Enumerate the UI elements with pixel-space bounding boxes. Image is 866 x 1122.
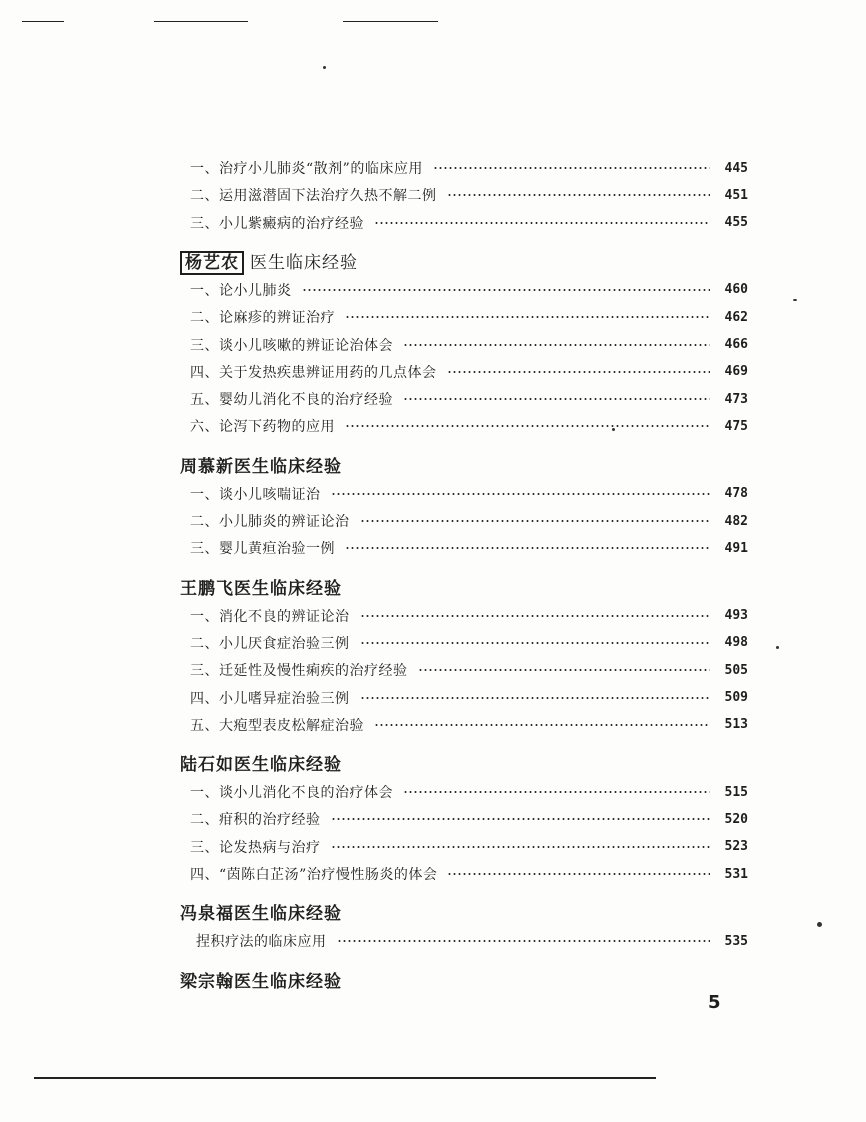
entry-title: 五、婴幼儿消化不良的治疗经验 (190, 392, 393, 409)
dot-leader (433, 167, 710, 169)
dot-leader (331, 818, 711, 820)
dot-leader (360, 697, 711, 699)
entry-title: 二、论麻疹的辨证治疗 (190, 310, 335, 327)
dot-leader (337, 940, 711, 942)
entry-title: 四、关于发热疾患辨证用药的几点体会 (190, 364, 437, 381)
toc-entry[interactable] (190, 360, 748, 384)
entry-page: 466 (724, 337, 748, 352)
entry-title: 二、疳积的治疗经验 (190, 812, 321, 829)
entry-page: 520 (724, 811, 748, 827)
top-rule-middle (154, 21, 248, 22)
dot-leader (418, 669, 711, 671)
dot-leader (360, 615, 711, 617)
heading-rest: 医生临床经验 (250, 252, 358, 273)
toc-entry[interactable] (190, 807, 748, 831)
toc-entry[interactable] (190, 305, 748, 329)
scan-speck (612, 428, 615, 431)
toc-entry[interactable] (190, 482, 748, 506)
toc-entry[interactable] (190, 780, 748, 804)
dot-leader (345, 547, 710, 549)
scan-speck (323, 66, 326, 69)
toc-entry[interactable] (190, 278, 748, 302)
entry-title: 三、婴儿黄疸治验一例 (190, 541, 335, 558)
scan-speck (817, 922, 822, 927)
entry-page: 460 (724, 282, 748, 298)
toc-entry[interactable] (190, 862, 748, 886)
entry-title: 三、谈小儿咳嗽的辨证论治体会 (190, 337, 393, 354)
entry-page: 462 (724, 309, 748, 325)
toc-entry[interactable] (190, 604, 748, 628)
entry-page: 491 (724, 540, 748, 556)
entry-page: 469 (724, 364, 748, 380)
dot-leader (447, 873, 710, 875)
entry-title: 二、小儿厌食症治验三例 (190, 635, 350, 652)
toc-entry[interactable] (190, 658, 748, 682)
dot-leader (331, 846, 711, 848)
entry-title: 四、“茵陈白芷汤”治疗慢性肠炎的体会 (190, 867, 438, 883)
entry-page: 515 (724, 784, 748, 800)
section-heading: 陆石如医生临床经验 (180, 755, 342, 776)
section-heading: 王鹏飞医生临床经验 (180, 578, 342, 599)
dot-leader (345, 425, 710, 427)
top-rule-right (343, 21, 438, 22)
entry-title: 一、论小儿肺炎 (190, 282, 292, 299)
dot-leader (374, 222, 710, 224)
dot-leader (403, 398, 710, 400)
entry-title: 一、消化不良的辨证论治 (190, 608, 350, 625)
dot-leader (447, 371, 711, 373)
section-heading: 梁宗翰医生临床经验 (180, 971, 342, 992)
toc-entry[interactable] (190, 631, 748, 655)
toc-entry[interactable] (190, 333, 748, 357)
toc-entry[interactable] (190, 835, 748, 859)
entry-title: 二、小儿肺炎的辨证论治 (190, 514, 350, 530)
entry-page: 513 (724, 717, 748, 733)
dot-leader (374, 724, 710, 726)
entry-page: 509 (724, 690, 748, 705)
toc-entry[interactable] (190, 156, 748, 180)
toc-entry[interactable] (190, 387, 748, 411)
toc-entry[interactable] (190, 414, 748, 438)
entry-page: 505 (724, 662, 748, 678)
page-number: 5 (708, 992, 721, 1013)
entry-title: 五、大疱型表皮松解症治验 (190, 717, 364, 734)
entry-title: 三、小儿紫癜病的治疗经验 (190, 215, 364, 232)
entry-page: 498 (724, 635, 748, 651)
dot-leader (302, 289, 711, 291)
dot-leader (345, 316, 710, 318)
entry-page: 475 (724, 418, 748, 434)
entry-title: 捏积疗法的临床应用 (196, 934, 327, 951)
dot-leader (331, 493, 711, 495)
section-heading (180, 248, 358, 273)
entry-page: 493 (724, 608, 748, 624)
boxed-doctor-name: 杨艺农 (180, 251, 244, 275)
toc-entry[interactable] (190, 713, 748, 737)
entry-page: 455 (724, 215, 748, 231)
entry-page: 523 (724, 839, 748, 855)
entry-page: 473 (724, 391, 748, 407)
bottom-rule (34, 1077, 656, 1079)
entry-title: 一、谈小儿咳喘证治 (190, 486, 321, 503)
toc-entry[interactable] (190, 536, 748, 560)
toc-entry[interactable] (190, 686, 748, 710)
top-rule-left (22, 21, 64, 22)
entry-page: 478 (724, 486, 748, 502)
scan-speck (776, 646, 779, 649)
section-heading: 冯泉福医生临床经验 (180, 904, 342, 925)
dot-leader (360, 642, 711, 644)
toc-entry[interactable] (190, 183, 748, 207)
entry-page: 451 (724, 187, 748, 203)
entry-title: 四、小儿嗜异症治验三例 (190, 690, 350, 707)
entry-title: 二、运用滋潜固下法治疗久热不解二例 (190, 188, 437, 205)
entry-title: 六、论泻下药物的应用 (190, 419, 335, 436)
dot-leader (360, 520, 711, 522)
dot-leader (403, 791, 710, 793)
scan-speck (793, 299, 797, 301)
entry-page: 535 (724, 933, 748, 949)
section-heading: 周慕新医生临床经验 (180, 456, 342, 477)
entry-title: 一、谈小儿消化不良的治疗体会 (190, 785, 393, 802)
entry-title: 三、论发热病与治疗 (190, 839, 321, 856)
dot-leader (447, 194, 711, 196)
entry-page: 445 (724, 160, 748, 176)
toc-entry[interactable] (196, 929, 748, 953)
entry-page: 482 (724, 513, 748, 529)
entry-title: 三、迁延性及慢性痢疾的治疗经验 (190, 663, 408, 680)
entry-page: 531 (724, 866, 748, 882)
dot-leader (403, 344, 710, 346)
toc-entry[interactable] (190, 509, 748, 533)
entry-title: 一、治疗小儿肺炎“散剂”的临床应用 (190, 161, 423, 177)
toc-entry[interactable] (190, 211, 748, 235)
